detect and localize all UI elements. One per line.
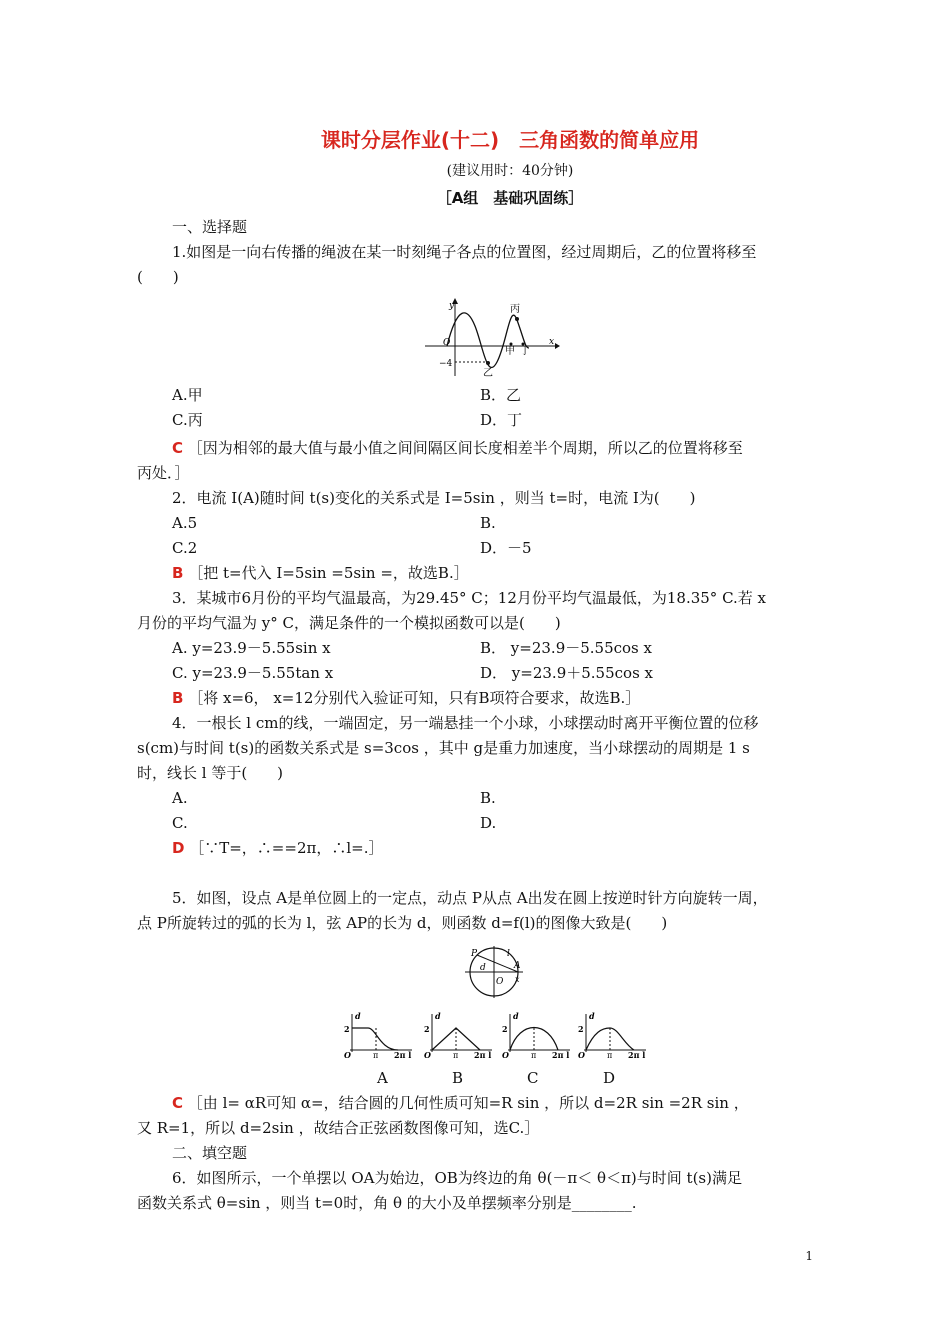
svg-text:π: π	[453, 1051, 459, 1060]
svg-text:π: π	[531, 1051, 537, 1060]
svg-text:d: d	[435, 1011, 441, 1021]
q1-fig-minus4: −4	[439, 359, 453, 369]
q4-option-b: B.	[480, 789, 496, 807]
q2-option-a: A.5	[172, 514, 198, 532]
svg-text:2: 2	[502, 1024, 508, 1034]
q3-option-d: D． y=23.9＋5.55cos x	[480, 664, 653, 682]
q1-fig-yi: 乙	[483, 368, 493, 378]
q4-answer: D	[172, 839, 185, 857]
page-title: 课时分层作业(十二) 三角函数的简单应用	[320, 128, 700, 152]
q1-fig-bing: 丙	[510, 304, 520, 315]
q5-answer-graphs	[340, 1010, 650, 1060]
q1-answer: C	[172, 439, 184, 457]
svg-text:2π l: 2π l	[628, 1050, 646, 1060]
q4-stem-line2: s(cm)与时间 t(s)的函数关系式是 s=3cos ，其中 g是重力加速度，当小球摆动的周期是 1 s	[137, 739, 750, 757]
q5-graph-c	[502, 1011, 570, 1060]
svg-text:2: 2	[344, 1024, 350, 1034]
q3-explanation: ［将 x=6， x=12分别代入验证可知，只有B项符合要求，故选B.］	[188, 689, 641, 707]
q5-explanation-line1: ［由 l= αR可知 α=，结合圆的几何性质可知=R sin ，所以 d=2R sin =2R sin ，	[187, 1094, 749, 1112]
q5-graph-a	[344, 1011, 412, 1060]
q5-graph-label-a: A	[377, 1069, 388, 1087]
q1-stem-line1: 1.如图是一向右传播的绳波在某一时刻绳子各点的位置图，经过周期后，乙的位置将移至	[172, 243, 757, 261]
group-a-heading: ［A组 基础巩固练］	[436, 189, 584, 207]
q5-circle-a: A	[514, 961, 521, 971]
q1-wave-figure	[425, 296, 560, 378]
q1-option-d: D．丁	[480, 411, 523, 429]
q6-stem-line2: 函数关系式 θ=sin ，则当 t=0时，角 θ 的大小及单摆频率分别是________.	[137, 1194, 637, 1212]
svg-text:π: π	[607, 1051, 613, 1060]
svg-text:2π l: 2π l	[552, 1050, 570, 1060]
q3-option-a: A. y=23.9－5.55sin x	[172, 639, 331, 657]
svg-text:d: d	[589, 1011, 595, 1021]
q3-option-b: B． y=23.9－5.55cos x	[480, 639, 652, 657]
q5-stem-line1: 5．如图，设点 A是单位圆上的一定点，动点 P从点 A出发在圆上按逆时针方向旋转一周，	[172, 889, 768, 907]
q1-fig-origin: O	[443, 338, 451, 348]
q2-answer: B	[172, 564, 184, 582]
q3-stem-line1: 3．某城市6月份的平均气温最高，为29.45° C；12月份平均气温最低，为18.35° C.若 x	[172, 589, 767, 607]
q2-explanation: ［把 t=代入 I=5sin =5sin =，故选B.］	[188, 564, 469, 582]
q5-unit-circle-figure	[465, 944, 525, 1000]
q5-circle-x: x	[515, 975, 520, 984]
q5-circle-d: d	[480, 963, 486, 973]
q5-circle-l: l	[507, 949, 510, 959]
q5-circle-o: O	[496, 977, 504, 987]
section-choice: 一、选择题	[172, 218, 248, 236]
q1-stem-line2: ( )	[137, 268, 179, 286]
svg-text:O: O	[502, 1050, 509, 1060]
q3-option-c: C. y=23.9－5.55tan x	[172, 664, 334, 682]
q5-graph-label-c: C	[527, 1069, 539, 1087]
q1-option-c: C.丙	[172, 411, 203, 429]
q5-graph-label-d: D	[603, 1069, 616, 1087]
q1-explanation-line1: ［因为相邻的最大值与最小值之间间隔区间长度相差半个周期，所以乙的位置将移至	[187, 439, 743, 457]
page-number: 1	[805, 1249, 813, 1263]
q4-option-a: A.	[172, 789, 188, 807]
q4-stem-line3: 时，线长 l 等于( )	[137, 764, 284, 782]
q6-stem-line1: 6．如图所示，一个单摆以 OA为始边，OB为终边的角 θ(－π＜ θ＜π)与时间 t(s)满足	[172, 1169, 742, 1187]
svg-text:d: d	[355, 1011, 361, 1021]
svg-text:2π l: 2π l	[394, 1050, 412, 1060]
svg-text:2: 2	[424, 1024, 430, 1034]
q1-option-a: A.甲	[172, 386, 203, 404]
svg-text:π: π	[373, 1051, 379, 1060]
svg-text:O: O	[578, 1050, 585, 1060]
suggested-time: (建议用时：40分钟)	[446, 163, 574, 179]
svg-text:O: O	[344, 1050, 351, 1060]
q5-graph-b	[424, 1011, 492, 1060]
q2-option-d: D．－5	[480, 539, 532, 557]
q1-fig-ding: 丁	[520, 346, 530, 357]
q5-circle-p: P	[471, 949, 478, 959]
q5-graph-label-b: B	[452, 1069, 464, 1087]
q1-option-b: B．乙	[480, 386, 522, 404]
q2-option-c: C.2	[172, 539, 198, 557]
q4-stem-line1: 4．一根长 l cm的线，一端固定，另一端悬挂一个小球，小球摆动时离开平衡位置的位移	[172, 714, 759, 732]
q5-explanation-line2: 又 R=1，所以 d=2sin ，故结合正弦函数图像可知，选C.］	[137, 1119, 540, 1137]
q5-graph-d	[578, 1011, 646, 1060]
q1-fig-x: x	[549, 337, 555, 347]
q3-stem-line2: 月份的平均气温为 y° C，满足条件的一个模拟函数可以是( )	[137, 614, 561, 632]
svg-text:O: O	[424, 1050, 431, 1060]
q4-option-c: C.	[172, 814, 188, 832]
svg-text:2π l: 2π l	[474, 1050, 492, 1060]
q5-answer: C	[172, 1094, 184, 1112]
q4-explanation: ［∵T=，∴==2π，∴l=.］	[189, 839, 384, 857]
q2-stem: 2．电流 I(A)随时间 t(s)变化的关系式是 I=5sin ，则当 t=时，电流 I为( )	[172, 489, 696, 507]
q2-option-b: B.	[480, 514, 496, 532]
q1-fig-y: y	[449, 301, 455, 311]
svg-text:2: 2	[578, 1024, 584, 1034]
q3-answer: B	[172, 689, 184, 707]
q1-fig-jia: 甲	[505, 346, 515, 357]
q1-explanation-line2: 丙处．］	[137, 464, 190, 482]
section-fill-blank: 二、填空题	[172, 1144, 248, 1162]
q4-option-d: D.	[480, 814, 497, 832]
q5-stem-line2: 点 P所旋转过的弧的长为 l，弦 AP的长为 d，则函数 d=f(l)的图像大致是( )	[137, 914, 668, 932]
svg-text:d: d	[513, 1011, 519, 1021]
